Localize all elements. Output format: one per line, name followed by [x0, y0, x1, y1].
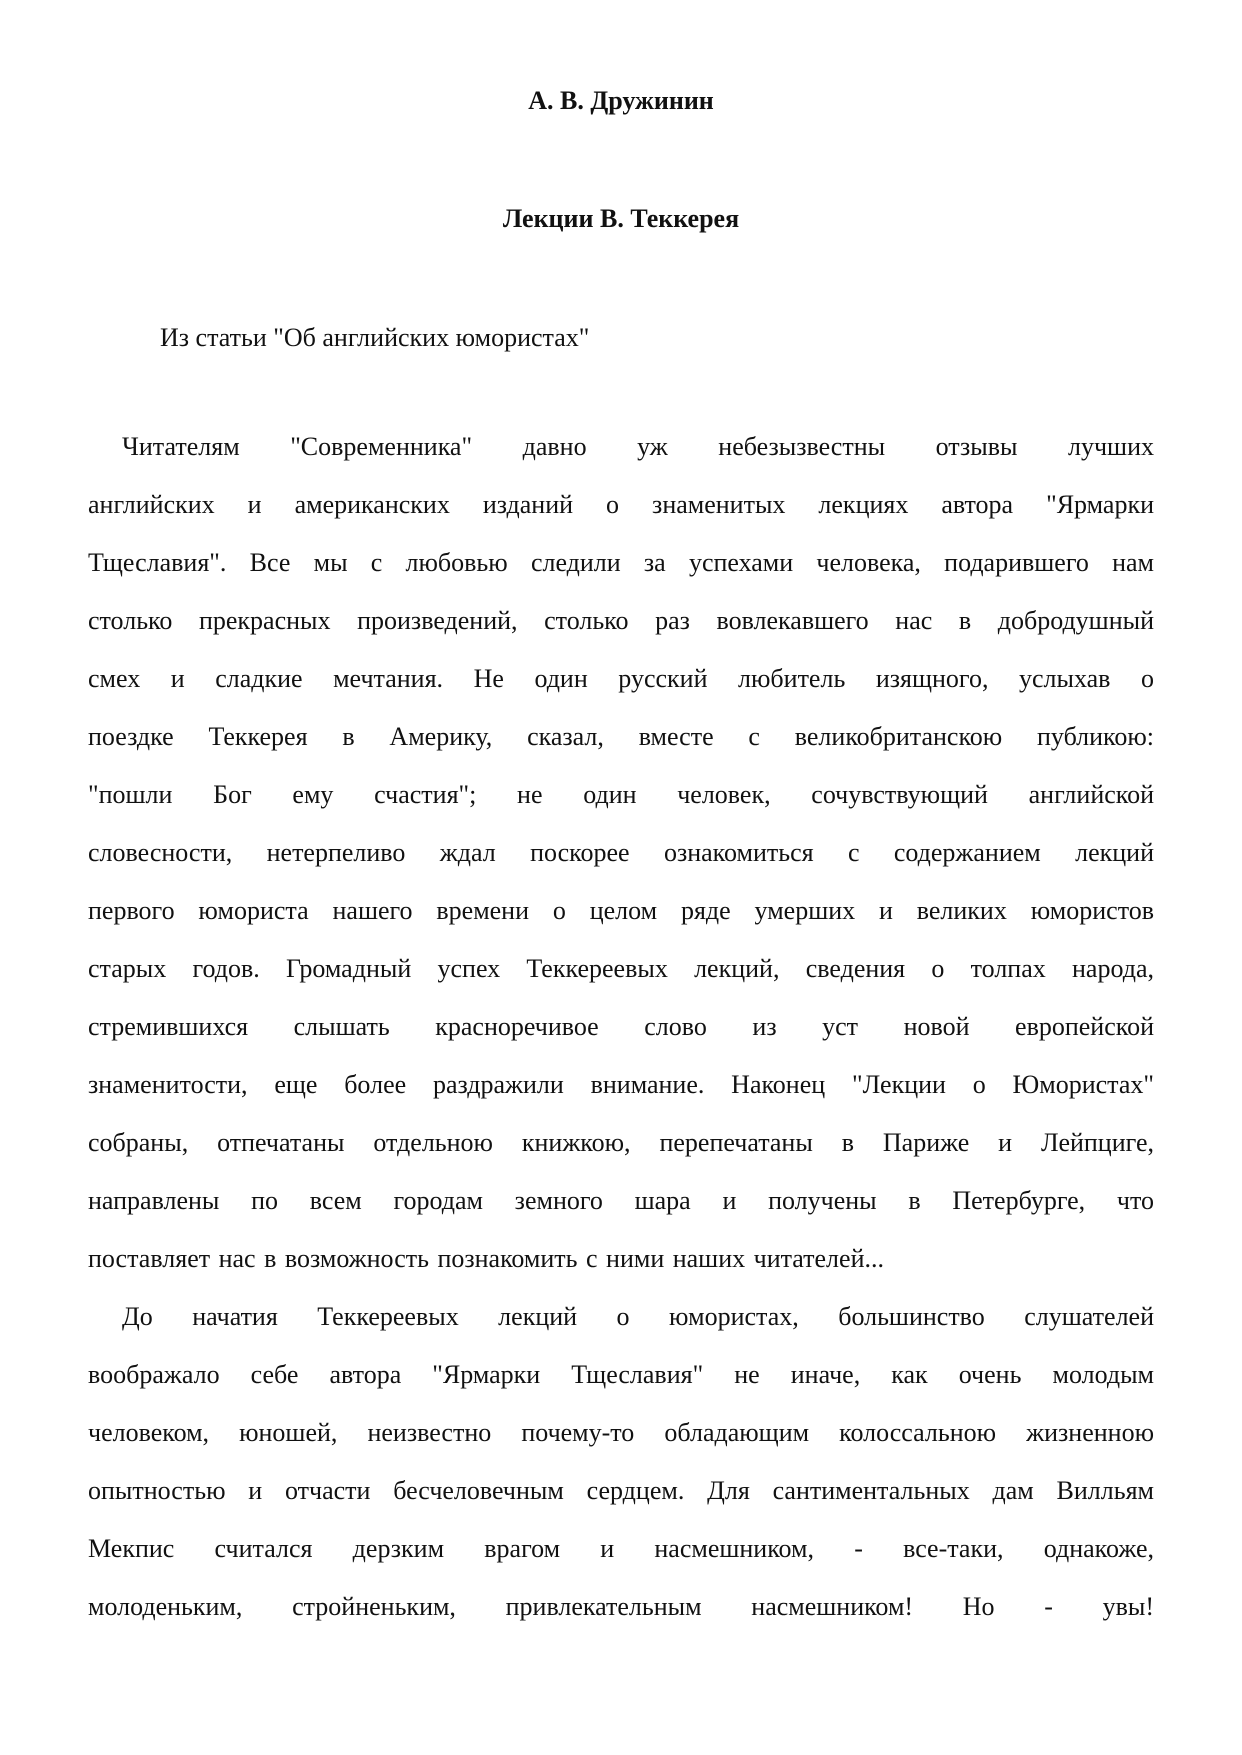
text-line: До начатия Теккереевых лекций о юмористах, большинство слушателей [122, 1302, 1154, 1331]
text-line: направлены по всем городам земного шара и получены в Петербурге, что [88, 1186, 1154, 1215]
text-line: "пошли Бог ему счастия"; не один человек, сочувствующий английской [88, 780, 1154, 809]
text-line: Мекпис считался дерзким врагом и насмешником, - все-таки, однакоже, [88, 1534, 1154, 1563]
text-line: знаменитости, еще более раздражили внимание. Наконец "Лекции о Юмористах" [88, 1070, 1154, 1099]
text-line: старых годов. Громадный успех Теккереевых лекций, сведения о толпах народа, [88, 954, 1154, 983]
text-line: собраны, отпечатаны отдельною книжкою, перепечатаны в Париже и Лейпциге, [88, 1128, 1154, 1157]
text-line: английских и американских изданий о знаменитых лекциях автора "Ярмарки [88, 490, 1154, 519]
text-line: первого юмориста нашего времени о целом ряде умерших и великих юмористов [88, 896, 1154, 925]
text-line: опытностью и отчасти бесчеловечным сердцем. Для сантиментальных дам Вилльям [88, 1476, 1154, 1505]
text-line: столько прекрасных произведений, столько раз вовлекавшего нас в добродушный [88, 606, 1154, 635]
text-line: Читателям "Современника" давно уж небезызвестны отзывы лучших [122, 432, 1154, 461]
text-line: смех и сладкие мечтания. Не один русский любитель изящного, услыхав о [88, 664, 1154, 693]
text-line: Тщеславия". Все мы с любовью следили за успехами человека, подарившего нам [88, 548, 1154, 577]
text-line: человеком, юношей, неизвестно почему-то обладающим колоссальною жизненною [88, 1418, 1154, 1447]
document-subtitle: Из статьи "Об английских юмористах" [160, 323, 590, 352]
author-name: А. В. Дружинин [528, 86, 714, 115]
text-line: словесности, нетерпеливо ждал поскорее ознакомиться с содержанием лекций [88, 838, 1154, 867]
text-line: поездке Теккерея в Америку, сказал, вместе с великобританскою публикою: [88, 722, 1154, 751]
text-line: молоденьким, стройненьким, привлекательным насмешником! Но - увы! [88, 1592, 1154, 1621]
text-line: воображало себе автора "Ярмарки Тщеславия" не иначе, как очень молодым [88, 1360, 1154, 1389]
text-line: поставляет нас в возможность познакомить с ними наших читателей... [88, 1244, 884, 1273]
document-title: Лекции В. Теккерея [502, 204, 740, 233]
text-line: стремившихся слышать красноречивое слово из уст новой европейской [88, 1012, 1154, 1041]
body-text [88, 430, 1154, 1648]
